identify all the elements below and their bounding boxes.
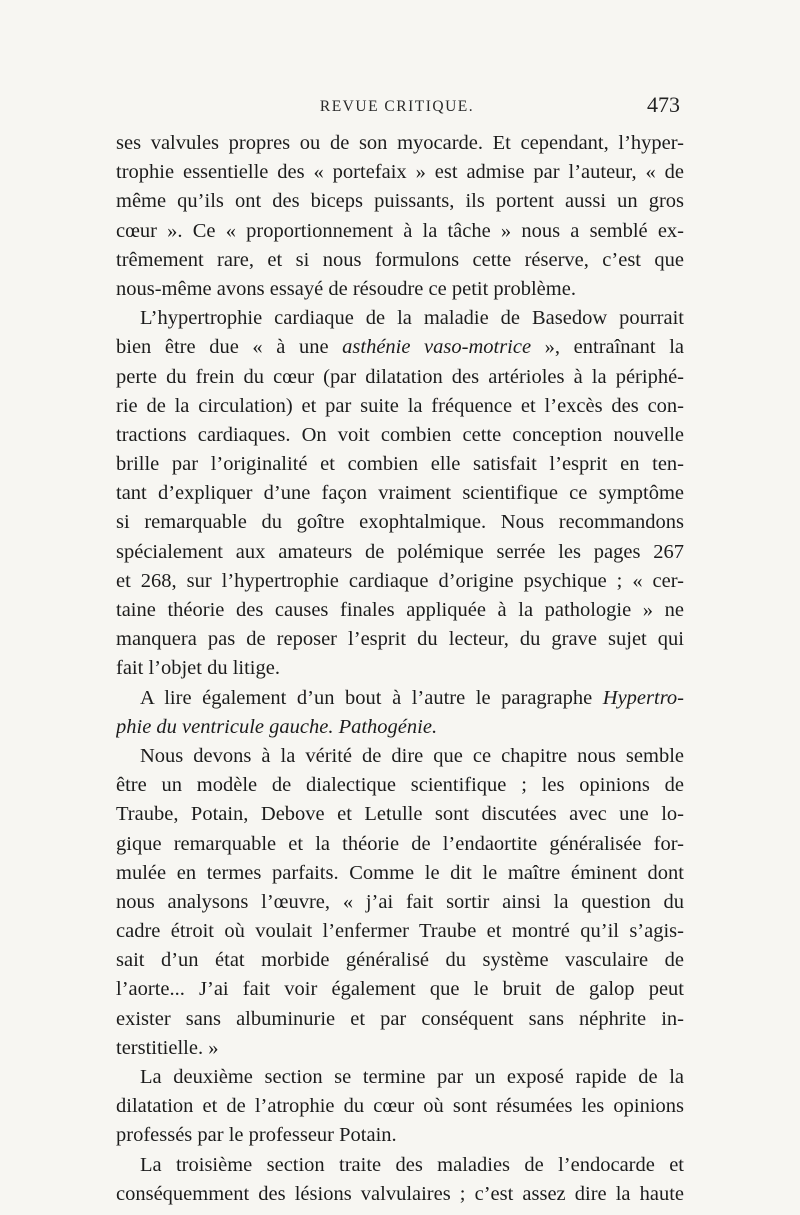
text-line: exister sans albuminurie et par conséquent sans néphrite in- <box>116 1007 684 1030</box>
text-line: tant d’expliquer d’une façon vraiment scientifique ce symptôme <box>116 482 684 505</box>
page-header <box>112 92 682 124</box>
text-line: Nous devons à la vérité de dire que ce chapitre nous semble <box>140 744 684 767</box>
text-line: cœur ». Ce « proportionnement à la tâche » nous a semblé ex- <box>116 219 684 242</box>
text-line-mixed <box>116 333 684 362</box>
italic-phrase: Hypertro- <box>602 686 684 709</box>
text-line: être un modèle de dialectique scientifique ; les opinions de <box>116 774 684 797</box>
text-line: nous analysons l’œuvre, « j’ai fait sortir ainsi la question du <box>116 890 684 913</box>
text-segment: », entraînant la <box>531 336 684 359</box>
italic-phrase: asthénie vaso-motrice <box>342 336 532 359</box>
text-line: l’aorte... J’ai fait voir également que le bruit de galop peut <box>116 978 684 1001</box>
page-number: 473 <box>647 92 680 117</box>
text-line: taine théorie des causes finales appliquée à la pathologie » ne <box>116 599 684 621</box>
text-line: fait l’objet du litige. <box>116 657 280 680</box>
text-line: cadre étroit où voulait l’enfermer Traube et montré qu’il s’agis- <box>116 920 684 943</box>
text-line-mixed <box>116 684 684 713</box>
running-head: REVUE CRITIQUE. <box>319 98 475 115</box>
text-line: trophie essentielle des « portefaix » est admise par l’auteur, « de <box>116 161 684 184</box>
text-segment: A lire également d’un bout à l’autre le paragraphe <box>140 686 603 709</box>
text-line: gique remarquable et la théorie de l’endaortite généralisée for- <box>116 832 684 855</box>
text-line: mulée en termes parfaits. Comme le dit le maître éminent dont <box>116 861 684 884</box>
text-line: professés par le professeur Potain. <box>116 1124 397 1147</box>
text-line: brille par l’originalité et combien elle satisfait l’esprit en ten- <box>116 453 684 476</box>
text-line: spécialement aux amateurs de polémique serrée les pages 267 <box>116 540 684 563</box>
text-line: trêmement rare, et si nous formulons cette réserve, c’est que <box>116 248 684 271</box>
text-line: terstitielle. » <box>116 1036 219 1059</box>
text-line: si remarquable du goître exophtalmique. Nous recommandons <box>116 511 684 534</box>
text-line: et 268, sur l’hypertrophie cardiaque d’origine psychique ; « cer- <box>116 569 684 592</box>
text-line: Traube, Potain, Debove et Letulle sont discutées avec une lo- <box>116 803 684 826</box>
text-line: La troisième section traite des maladies de l’endocarde et <box>140 1153 684 1176</box>
text-segment: bien être due « à une <box>116 336 343 359</box>
text-line: tractions cardiaques. On voit combien cette conception nouvelle <box>116 423 684 446</box>
text-line: L’hypertrophie cardiaque de la maladie de Basedow pourrait <box>140 307 684 330</box>
text-line: La deuxième section se termine par un exposé rapide de la <box>140 1066 684 1088</box>
text-line: dilatation et de l’atrophie du cœur où sont résumées les opinions <box>116 1095 684 1118</box>
text-line: sait d’un état morbide généralisé du système vasculaire de <box>116 949 684 972</box>
text-line: conséquemment des lésions valvulaires ; c’est assez dire la haute <box>116 1182 684 1205</box>
text-line: manquera pas de reposer l’esprit du lecteur, du grave sujet qui <box>116 628 684 651</box>
text-line: nous-même avons essayé de résoudre ce petit problème. <box>116 277 576 300</box>
text-line: perte du frein du cœur (par dilatation des artérioles à la périphé- <box>116 365 684 388</box>
text-line: ses valvules propres ou de son myocarde. Et cependant, l’hyper- <box>116 132 684 154</box>
italic-phrase: phie du ventricule gauche. Pathogénie. <box>116 715 438 738</box>
text-line: même qu’ils ont des biceps puissants, ils portent aussi un gros <box>116 190 684 213</box>
text-line: rie de la circulation) et par suite la fréquence et l’excès des con- <box>116 394 684 417</box>
body-text <box>116 129 684 1209</box>
text-line-italic <box>116 713 684 742</box>
